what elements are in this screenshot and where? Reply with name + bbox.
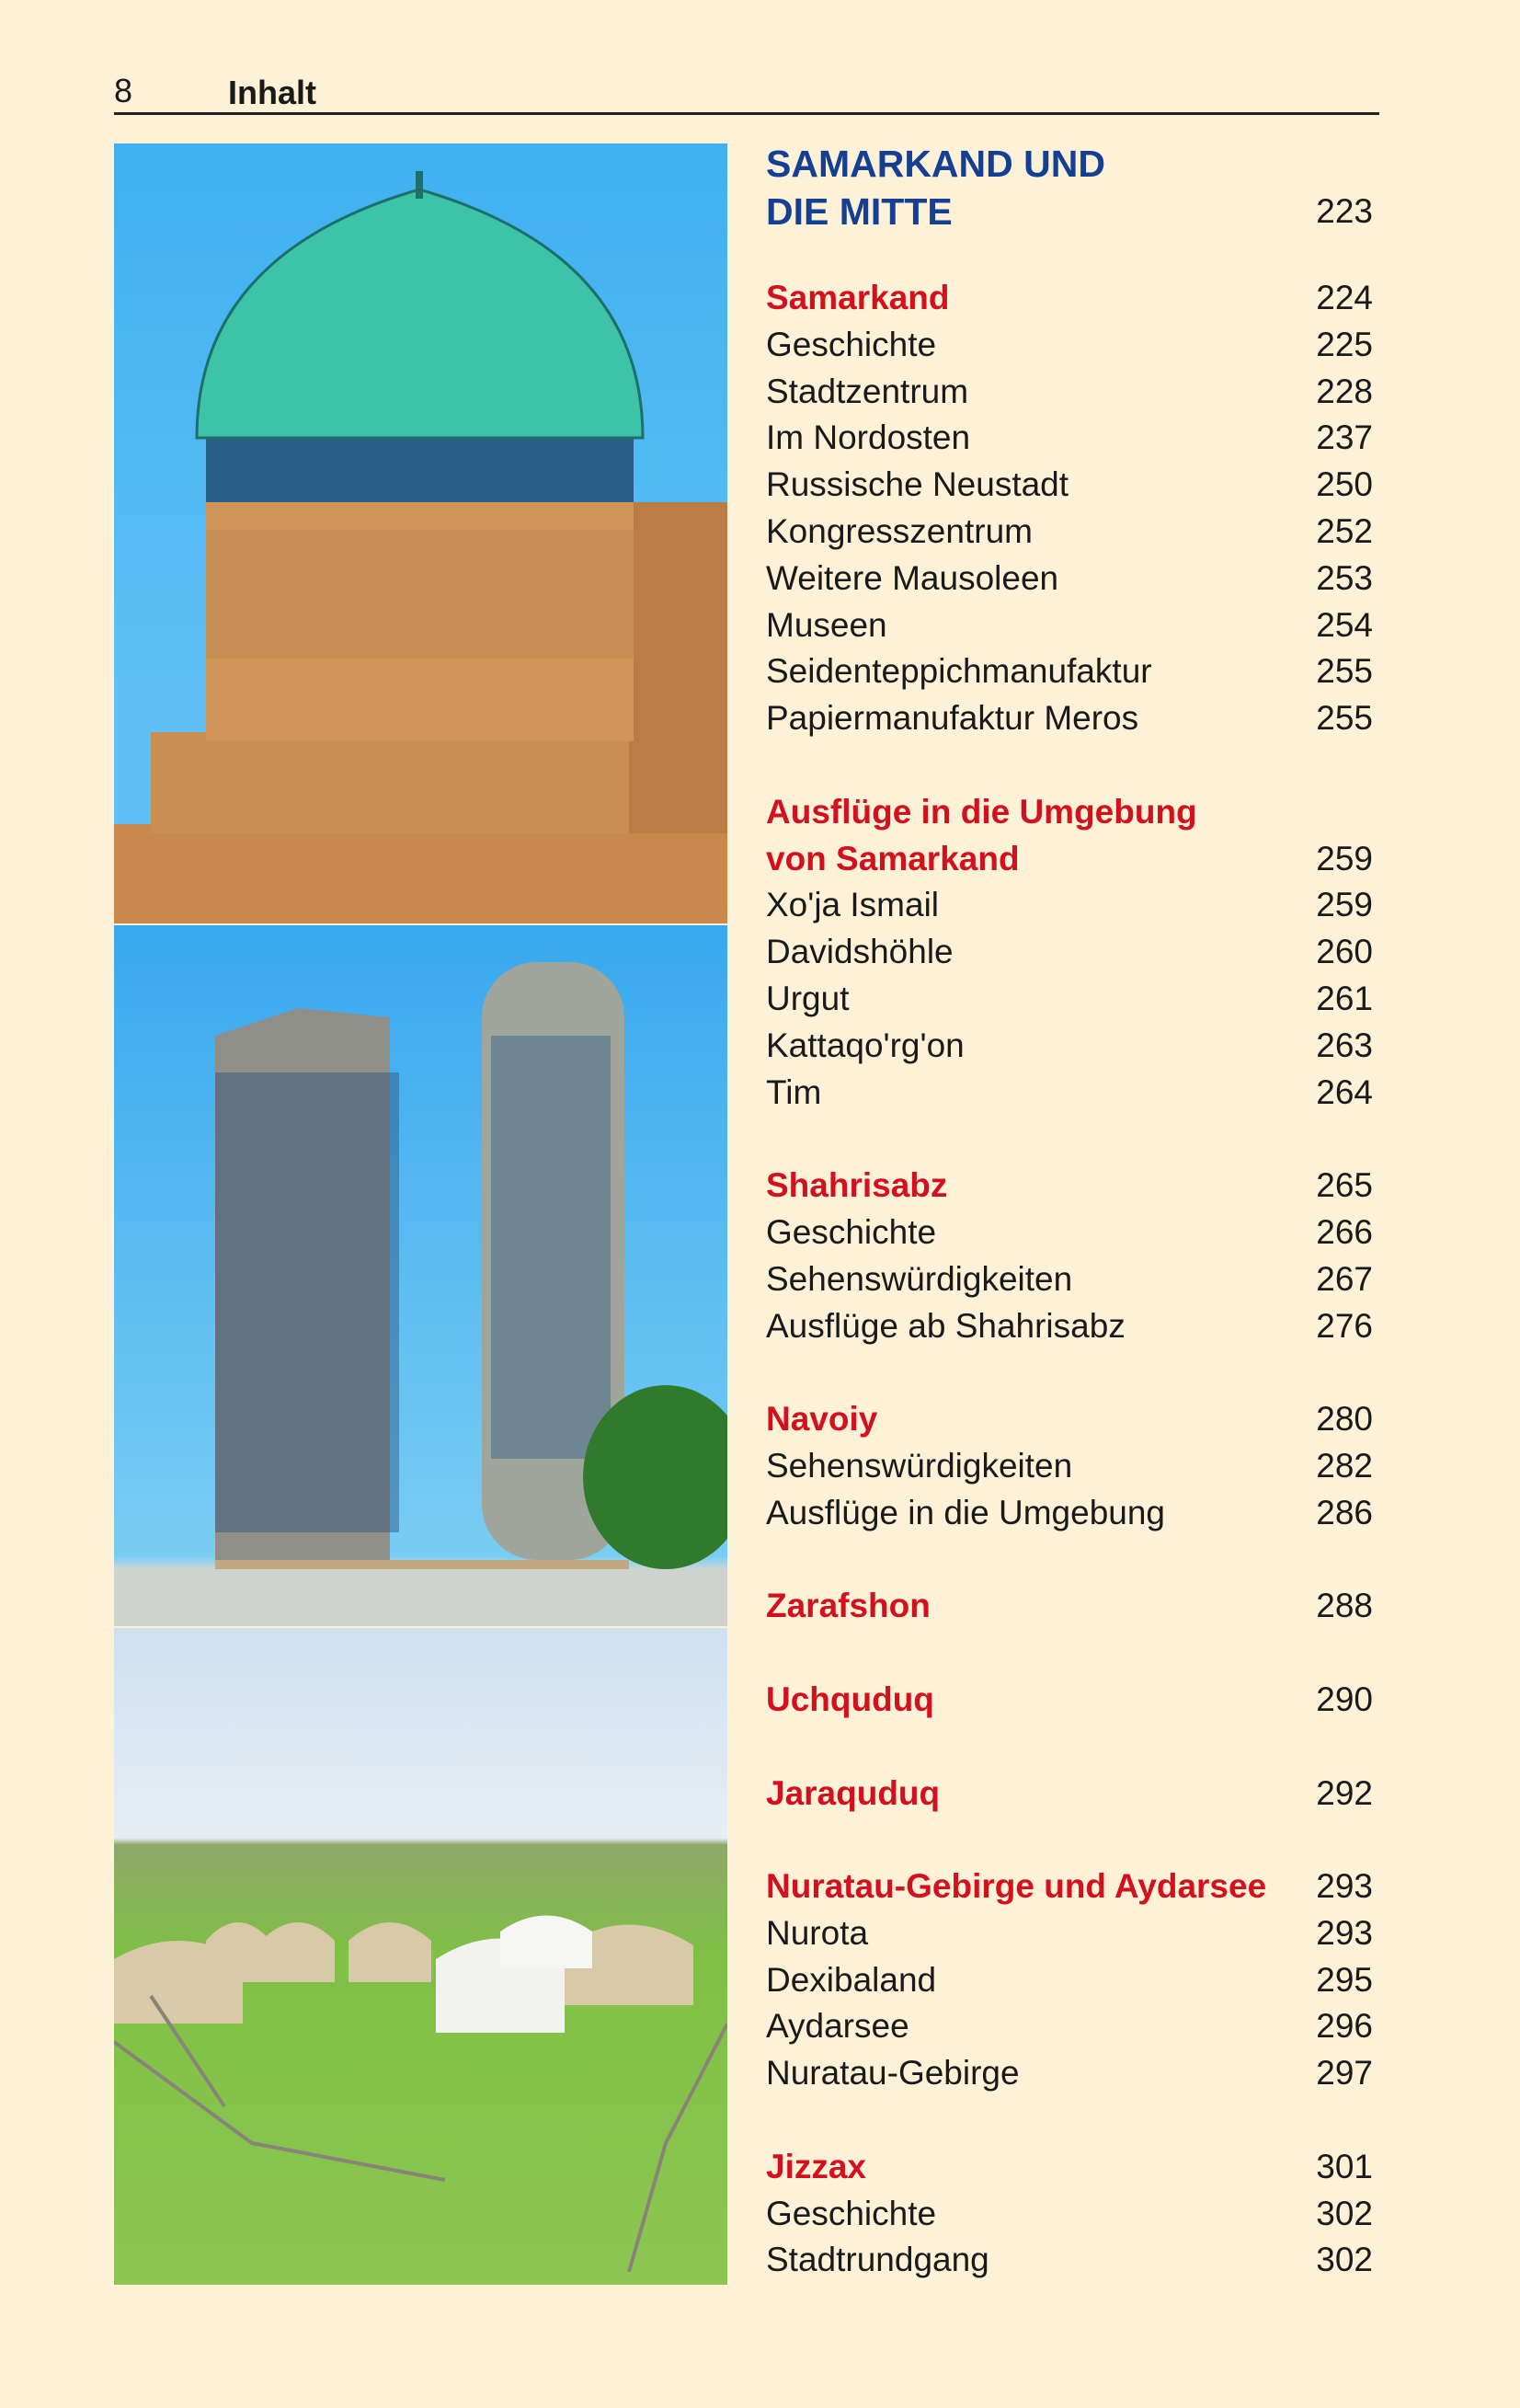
toc-entry-label: Stadtrundgang <box>766 2241 989 2279</box>
section-title: Navoiy <box>766 1400 878 1439</box>
toc-entry-page: 260 <box>1316 933 1373 971</box>
toc-entry-label: Geschichte <box>766 325 937 363</box>
section-spacer <box>766 1116 1373 1163</box>
toc-entry-label: Sehenswürdigkeiten <box>766 1259 1073 1298</box>
section-page: 224 <box>1316 279 1373 316</box>
section-title-row[interactable] <box>766 1163 1373 1210</box>
toc-entry[interactable] <box>766 1910 1373 1957</box>
toc-entry-label: Xo'ja Ismail <box>766 886 940 924</box>
photo-bibi-khanum-dome <box>114 143 727 923</box>
section-spacer <box>766 1537 1373 1584</box>
toc-entry[interactable] <box>766 509 1373 556</box>
table-of-contents <box>766 140 1373 2284</box>
toc-entry-page: 263 <box>1316 1026 1373 1064</box>
toc-entry-label: Dexibaland <box>766 1960 937 1999</box>
section-page: 265 <box>1316 1166 1373 1205</box>
toc-entry-page: 295 <box>1316 1960 1373 1999</box>
photo-ak-saray-ruins <box>114 925 727 1626</box>
toc-entry-label: Stadtzentrum <box>766 372 969 410</box>
section-spacer <box>766 1817 1373 1863</box>
section-title: Nuratau-Gebirge und Aydarsee <box>766 1867 1267 1906</box>
toc-entry[interactable] <box>766 2237 1373 2284</box>
toc-entry[interactable] <box>766 1023 1373 1070</box>
toc-entry-label: Seidenteppichmanufaktur <box>766 652 1152 691</box>
toc-entry-label: Papiermanufaktur Meros <box>766 699 1139 738</box>
section-title: Ausflüge in die Umgebung <box>766 792 1197 831</box>
toc-entry-page: 296 <box>1316 2007 1373 2046</box>
toc-entry-label: Ausflüge in die Umgebung <box>766 1493 1166 1531</box>
toc-entry-label: Urgut <box>766 979 850 1017</box>
toc-entry[interactable] <box>766 976 1373 1023</box>
header-rule <box>114 112 1379 115</box>
toc-entry-page: 302 <box>1316 2241 1373 2279</box>
section-title: Jaraquduq <box>766 1773 941 1812</box>
section-spacer <box>766 2097 1373 2144</box>
toc-entry-page: 250 <box>1316 465 1373 504</box>
toc-entry-page: 266 <box>1316 1212 1373 1251</box>
chapter-page: 223 <box>1316 192 1373 230</box>
section-spacer <box>766 742 1373 789</box>
toc-entry[interactable] <box>766 1256 1373 1303</box>
section-title-row[interactable] <box>766 275 1373 322</box>
toc-entry[interactable] <box>766 1070 1373 1117</box>
toc-entry-label: Aydarsee <box>766 2007 909 2046</box>
section-spacer <box>766 1630 1373 1677</box>
toc-entry-page: 293 <box>1316 1913 1373 1952</box>
toc-entry-label: Im Nordosten <box>766 419 971 457</box>
section-title-row[interactable] <box>766 789 1373 836</box>
toc-entry[interactable] <box>766 1443 1373 1490</box>
toc-entry-label: Museen <box>766 605 887 644</box>
toc-entry[interactable] <box>766 2191 1373 2238</box>
toc-entry-page: 297 <box>1316 2054 1373 2093</box>
toc-entry[interactable] <box>766 1490 1373 1537</box>
toc-entry-label: Nuratau-Gebirge <box>766 2054 1020 2093</box>
toc-entry[interactable] <box>766 648 1373 695</box>
toc-entry-page: 286 <box>1316 1493 1373 1531</box>
section-title: Samarkand <box>766 279 950 316</box>
section-page: 293 <box>1316 1867 1373 1906</box>
section-spacer <box>766 1724 1373 1771</box>
toc-entry[interactable] <box>766 1210 1373 1256</box>
toc-entry[interactable] <box>766 322 1373 369</box>
toc-entry-label: Davidshöhle <box>766 933 954 971</box>
toc-entry[interactable] <box>766 556 1373 602</box>
toc-entry-label: Kongresszentrum <box>766 511 1033 550</box>
section-title-row[interactable] <box>766 836 1373 883</box>
chapter-title-line2: DIE MITTE <box>766 190 953 233</box>
section-page: 259 <box>1316 839 1373 877</box>
section-page: 280 <box>1316 1400 1373 1439</box>
section-page: 292 <box>1316 1773 1373 1812</box>
toc-entry-page: 228 <box>1316 372 1373 410</box>
toc-entry-page: 252 <box>1316 511 1373 550</box>
section-title: Zarafshon <box>766 1587 931 1625</box>
running-header: Inhalt <box>228 74 316 111</box>
toc-entry[interactable] <box>766 2003 1373 2050</box>
toc-entry-label: Kattaqo'rg'on <box>766 1026 965 1064</box>
toc-entry[interactable] <box>766 929 1373 976</box>
toc-entry-page: 254 <box>1316 605 1373 644</box>
section-page: 290 <box>1316 1680 1373 1718</box>
chapter-heading[interactable] <box>766 140 1373 235</box>
section-title-row[interactable] <box>766 1396 1373 1443</box>
section-title: Uchquduq <box>766 1680 934 1718</box>
toc-entry-page: 237 <box>1316 419 1373 457</box>
section-title-row[interactable] <box>766 1771 1373 1817</box>
toc-entry[interactable] <box>766 882 1373 929</box>
toc-entry-label: Nurota <box>766 1913 869 1952</box>
photo-yurt-camp <box>114 1628 727 2285</box>
toc-entry[interactable] <box>766 1957 1373 2004</box>
toc-entry-page: 225 <box>1316 325 1373 363</box>
toc-entry-page: 282 <box>1316 1446 1373 1485</box>
section-page: 301 <box>1316 2147 1373 2185</box>
toc-entry[interactable] <box>766 602 1373 649</box>
toc-entry-page: 255 <box>1316 652 1373 691</box>
toc-entry[interactable] <box>766 2050 1373 2097</box>
section-title-row[interactable] <box>766 1677 1373 1724</box>
toc-entry-page: 264 <box>1316 1072 1373 1111</box>
section-title: von Samarkand <box>766 839 1020 877</box>
toc-entry-page: 302 <box>1316 2194 1373 2232</box>
section-title-row[interactable] <box>766 1583 1373 1630</box>
page-number: 8 <box>114 72 133 109</box>
toc-entry-page: 259 <box>1316 886 1373 924</box>
toc-entry-page: 267 <box>1316 1259 1373 1298</box>
toc-entry-page: 261 <box>1316 979 1373 1017</box>
toc-entry-label: Russische Neustadt <box>766 465 1069 504</box>
section-title: Jizzax <box>766 2147 867 2185</box>
toc-entry-page: 276 <box>1316 1306 1373 1345</box>
toc-entry[interactable] <box>766 462 1373 509</box>
toc-entry-label: Geschichte <box>766 2194 937 2232</box>
section-title: Shahrisabz <box>766 1166 948 1205</box>
toc-entry-label: Geschichte <box>766 1212 937 1251</box>
section-spacer <box>766 1349 1373 1396</box>
toc-entry[interactable] <box>766 415 1373 462</box>
toc-entry-label: Weitere Mausoleen <box>766 558 1059 597</box>
toc-entry[interactable] <box>766 1303 1373 1350</box>
section-title-row[interactable] <box>766 1863 1373 1910</box>
chapter-title-line1: SAMARKAND UND <box>766 143 1105 185</box>
toc-entry[interactable] <box>766 695 1373 742</box>
toc-entry-page: 253 <box>1316 558 1373 597</box>
toc-entry-label: Ausflüge ab Shahrisabz <box>766 1306 1126 1345</box>
toc-entry-label: Tim <box>766 1072 822 1111</box>
toc-entry[interactable] <box>766 369 1373 416</box>
section-page: 288 <box>1316 1587 1373 1625</box>
toc-entry-page: 255 <box>1316 699 1373 738</box>
toc-entry-label: Sehenswürdigkeiten <box>766 1446 1073 1485</box>
section-title-row[interactable] <box>766 2144 1373 2191</box>
